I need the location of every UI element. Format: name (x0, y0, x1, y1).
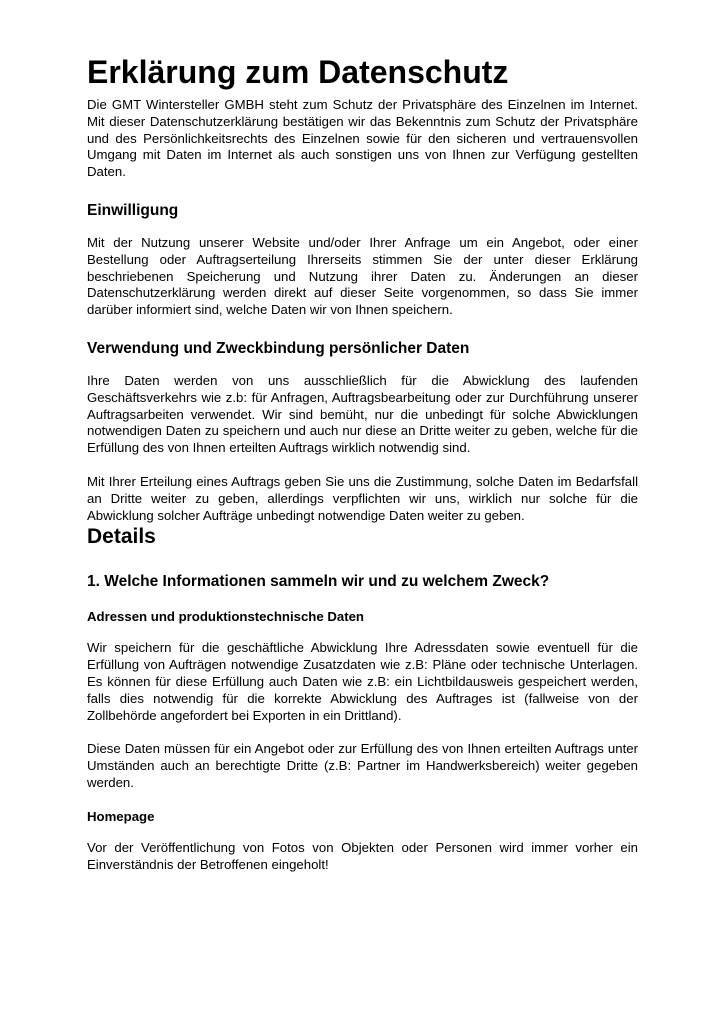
einwilligung-paragraph: Mit der Nutzung unserer Website und/oder Ihrer Anfrage um ein Angebot, oder einer Bestellung oder Auftragserteilung Ihrerseits stimmen Sie der unter dieser Erklärung beschriebenen Speicherung und Nutzung ihrer Daten zu. Änderungen an dieser Datenschutzerklärung werden direkt auf dieser Seite vorgenommen, so dass Sie immer darüber informiert sind, welche Daten wir von Ihnen speichern. (87, 234, 638, 318)
page-title: Erklärung zum Datenschutz (87, 54, 509, 90)
question-1-heading: 1. Welche Informationen sammeln wir und zu welchem Zweck? (87, 573, 550, 591)
einwilligung-heading: Einwilligung (87, 201, 179, 219)
homepage-heading: Homepage (87, 808, 155, 824)
details-heading: Details (87, 525, 156, 549)
verwendung-heading: Verwendung und Zweckbindung persönlicher Daten (87, 339, 470, 357)
verwendung-paragraph-1: Ihre Daten werden von uns ausschließlich für die Abwicklung des laufenden Geschäftsverkehrs wie z.b: für Anfragen, Auftragsbearbeitung oder zur Durchführung unserer Auftragsarbeiten verwendet. Wir sind bemüht, nur die unbedingt für solche Abwicklungen notwendigen Daten zu speichern und auch nur diese an Dritte weiter zu geben, welche für die Erfüllung des von Ihnen erteilten Auftrags wirklich notwendig sind. (87, 372, 638, 456)
homepage-paragraph: Vor der Veröffentlichung von Fotos von Objekten oder Personen wird immer vorher ein Einverständnis der Betroffenen eingeholt! (87, 839, 638, 872)
verwendung-paragraph-2: Mit Ihrer Erteilung eines Auftrags geben Sie uns die Zustimmung, solche Daten im Bedarfsfall an Dritte weiter zu geben, allerdings verpflichten wir uns, wirklich nur solche für die Abwicklung solcher Aufträge unbedingt notwendige Daten weiter zu geben. (87, 473, 638, 523)
adressen-paragraph-1: Wir speichern für die geschäftliche Abwicklung Ihre Adressdaten sowie eventuell für die Erfüllung von Aufträgen notwendige Zusatzdaten wie z.B: Pläne oder technische Unterlagen. Es können für diese Erfüllung auch Daten wie z.B: ein Lichtbildausweis gespeichert werden, falls dies notwendig für die korrekte Abwicklung des Auftrages ist (fallweise von der Zollbehörde angefordert bei Exporten in ein Drittland). (87, 640, 638, 723)
adressen-paragraph-2: Diese Daten müssen für ein Angebot oder zur Erfüllung des von Ihnen erteilten Auftrags unter Umständen auch an berechtigte Dritte (z.B: Partner im Handwerksbereich) weiter gegeben werden. (87, 741, 638, 790)
adressen-heading: Adressen und produktionstechnische Daten (87, 609, 364, 625)
intro-paragraph: Die GMT Wintersteller GMBH steht zum Schutz der Privatsphäre des Einzelnen im Internet. Mit dieser Datenschutzerklärung bestätigen wir das Bekenntnis zum Schutz der Privatsphäre und des Persönlichkeitsrechts des Einzelnen sowie für den sicheren und vertrauensvollen Umgang mit Daten im Internet als auch sonstigen uns von Ihnen zur Verfügung gestellten Daten. (87, 97, 638, 180)
